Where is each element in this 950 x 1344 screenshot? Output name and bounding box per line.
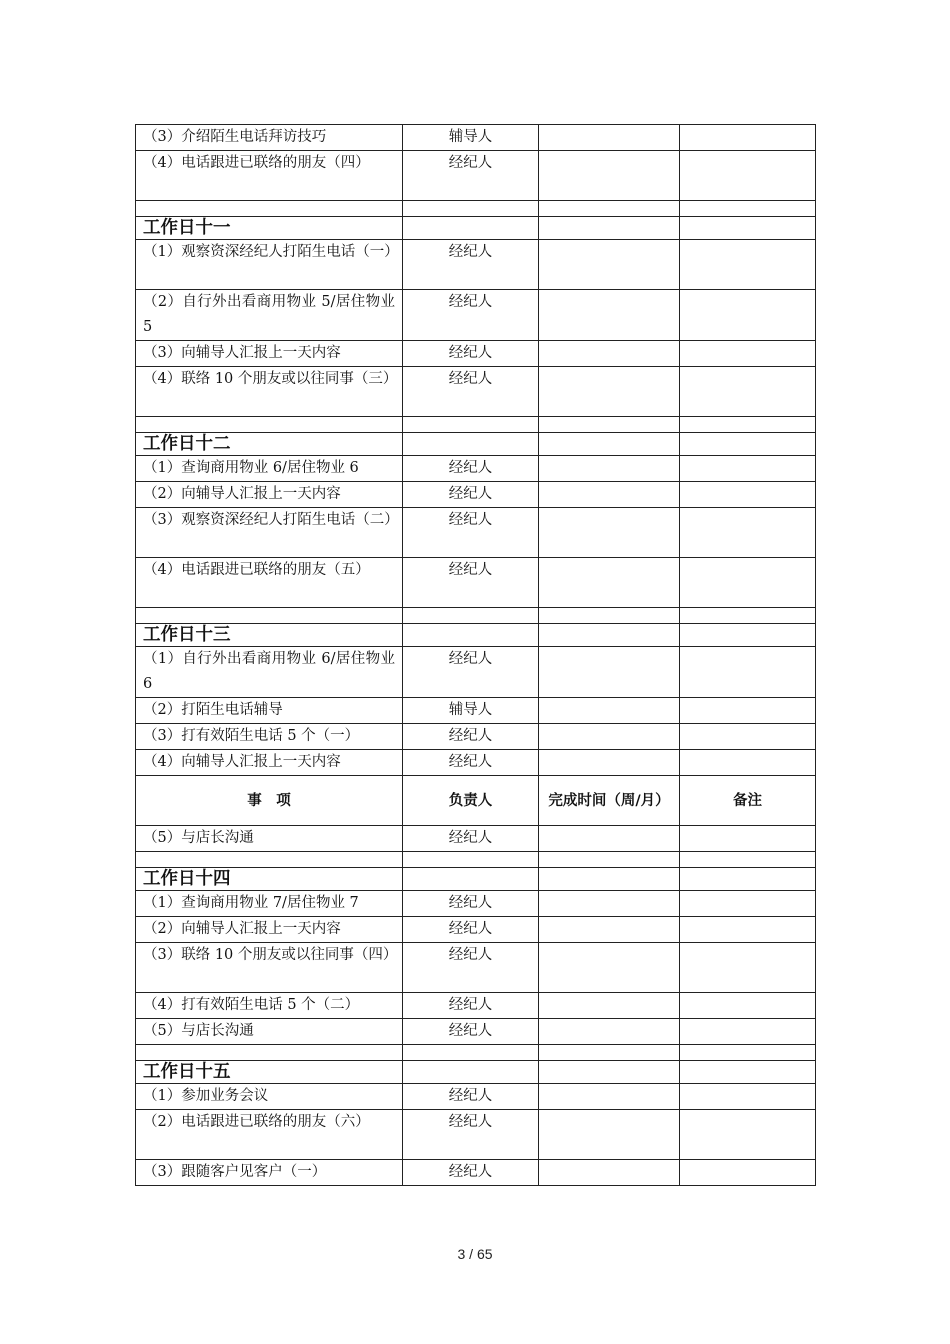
- task-row: [136, 125, 816, 151]
- completion-time-cell: [539, 290, 680, 341]
- task-item: （3）打有效陌生电话 5 个（一）: [136, 724, 403, 750]
- blank-cell: [136, 852, 403, 868]
- completion-time-cell: [539, 1084, 680, 1110]
- blank-row: [136, 1045, 816, 1061]
- task-owner: 经纪人: [403, 508, 539, 558]
- empty-cell: [539, 217, 680, 240]
- task-owner: 经纪人: [403, 1110, 539, 1160]
- section-title: 工作日十一: [136, 217, 403, 240]
- empty-cell: [680, 433, 816, 456]
- task-owner: 经纪人: [403, 482, 539, 508]
- empty-cell: [539, 1061, 680, 1084]
- remarks-cell: [680, 943, 816, 993]
- blank-row: [136, 417, 816, 433]
- header-row: [136, 776, 816, 826]
- task-row: [136, 724, 816, 750]
- blank-cell: [136, 417, 403, 433]
- remarks-cell: [680, 993, 816, 1019]
- task-row: [136, 647, 816, 698]
- remarks-cell: [680, 240, 816, 290]
- completion-time-cell: [539, 240, 680, 290]
- remarks-cell: [680, 290, 816, 341]
- task-owner: 经纪人: [403, 367, 539, 417]
- header-owner: 负责人: [403, 776, 539, 826]
- task-item: （1）参加业务会议: [136, 1084, 403, 1110]
- task-item: （2）电话跟进已联络的朋友（六）: [136, 1110, 403, 1160]
- task-owner: 经纪人: [403, 1084, 539, 1110]
- task-item: （3）联络 10 个朋友或以往同事（四）: [136, 943, 403, 993]
- task-owner: 经纪人: [403, 456, 539, 482]
- task-row: [136, 341, 816, 367]
- task-row: [136, 367, 816, 417]
- blank-cell: [403, 608, 539, 624]
- remarks-cell: [680, 1084, 816, 1110]
- completion-time-cell: [539, 456, 680, 482]
- task-owner: 辅导人: [403, 125, 539, 151]
- blank-cell: [403, 201, 539, 217]
- header-completion: 完成时间（周/月）: [539, 776, 680, 826]
- empty-cell: [403, 624, 539, 647]
- completion-time-cell: [539, 917, 680, 943]
- task-item: （3）观察资深经纪人打陌生电话（二）: [136, 508, 403, 558]
- task-item: （1）查询商用物业 6/居住物业 6: [136, 456, 403, 482]
- completion-time-cell: [539, 826, 680, 852]
- task-item: （2）向辅导人汇报上一天内容: [136, 482, 403, 508]
- empty-cell: [680, 624, 816, 647]
- section-row: [136, 217, 816, 240]
- task-item: （4）打有效陌生电话 5 个（二）: [136, 993, 403, 1019]
- page-number: 3 / 65: [457, 1246, 493, 1262]
- task-item: （2）自行外出看商用物业 5/居住物业 5: [136, 290, 403, 341]
- task-item: （3）跟随客户见客户（一）: [136, 1160, 403, 1186]
- blank-row: [136, 852, 816, 868]
- blank-cell: [136, 608, 403, 624]
- task-owner: 经纪人: [403, 943, 539, 993]
- task-item: （4）电话跟进已联络的朋友（五）: [136, 558, 403, 608]
- empty-cell: [539, 433, 680, 456]
- empty-cell: [539, 868, 680, 891]
- completion-time-cell: [539, 1110, 680, 1160]
- blank-cell: [680, 852, 816, 868]
- empty-cell: [539, 624, 680, 647]
- task-owner: 经纪人: [403, 240, 539, 290]
- remarks-cell: [680, 341, 816, 367]
- section-title: 工作日十四: [136, 868, 403, 891]
- remarks-cell: [680, 917, 816, 943]
- remarks-cell: [680, 750, 816, 776]
- task-owner: 经纪人: [403, 1160, 539, 1186]
- section-title: 工作日十三: [136, 624, 403, 647]
- schedule-table: [135, 124, 816, 1186]
- blank-cell: [403, 417, 539, 433]
- header-item: 事 项: [136, 776, 403, 826]
- task-item: （4）联络 10 个朋友或以往同事（三）: [136, 367, 403, 417]
- task-row: [136, 917, 816, 943]
- blank-cell: [680, 417, 816, 433]
- empty-cell: [403, 868, 539, 891]
- remarks-cell: [680, 826, 816, 852]
- task-owner: 经纪人: [403, 917, 539, 943]
- blank-cell: [680, 1045, 816, 1061]
- remarks-cell: [680, 1110, 816, 1160]
- completion-time-cell: [539, 698, 680, 724]
- task-owner: 经纪人: [403, 1019, 539, 1045]
- remarks-cell: [680, 508, 816, 558]
- task-row: [136, 1019, 816, 1045]
- task-owner: 经纪人: [403, 724, 539, 750]
- remarks-cell: [680, 125, 816, 151]
- task-row: [136, 508, 816, 558]
- task-owner: 辅导人: [403, 698, 539, 724]
- task-owner: 经纪人: [403, 341, 539, 367]
- completion-time-cell: [539, 1160, 680, 1186]
- task-owner: 经纪人: [403, 290, 539, 341]
- task-row: [136, 891, 816, 917]
- completion-time-cell: [539, 891, 680, 917]
- completion-time-cell: [539, 724, 680, 750]
- completion-time-cell: [539, 482, 680, 508]
- remarks-cell: [680, 1019, 816, 1045]
- task-owner: 经纪人: [403, 891, 539, 917]
- task-item: （5）与店长沟通: [136, 1019, 403, 1045]
- completion-time-cell: [539, 341, 680, 367]
- empty-cell: [680, 1061, 816, 1084]
- completion-time-cell: [539, 1019, 680, 1045]
- task-row: [136, 826, 816, 852]
- header-remarks: 备注: [680, 776, 816, 826]
- remarks-cell: [680, 724, 816, 750]
- task-item: （4）电话跟进已联络的朋友（四）: [136, 151, 403, 201]
- remarks-cell: [680, 482, 816, 508]
- remarks-cell: [680, 891, 816, 917]
- blank-cell: [136, 201, 403, 217]
- remarks-cell: [680, 1160, 816, 1186]
- blank-cell: [403, 852, 539, 868]
- task-item: （1）观察资深经纪人打陌生电话（一）: [136, 240, 403, 290]
- task-row: [136, 698, 816, 724]
- task-row: [136, 1160, 816, 1186]
- task-item: （3）向辅导人汇报上一天内容: [136, 341, 403, 367]
- task-item: （1）自行外出看商用物业 6/居住物业 6: [136, 647, 403, 698]
- empty-cell: [680, 217, 816, 240]
- task-owner: 经纪人: [403, 993, 539, 1019]
- empty-cell: [680, 868, 816, 891]
- task-row: [136, 993, 816, 1019]
- empty-cell: [403, 1061, 539, 1084]
- blank-row: [136, 201, 816, 217]
- schedule-table-container: [135, 124, 815, 1186]
- blank-cell: [539, 608, 680, 624]
- task-row: [136, 151, 816, 201]
- completion-time-cell: [539, 151, 680, 201]
- task-row: [136, 482, 816, 508]
- completion-time-cell: [539, 508, 680, 558]
- remarks-cell: [680, 456, 816, 482]
- task-row: [136, 290, 816, 341]
- task-item: （2）向辅导人汇报上一天内容: [136, 917, 403, 943]
- section-row: [136, 1061, 816, 1084]
- section-row: [136, 433, 816, 456]
- remarks-cell: [680, 151, 816, 201]
- task-row: [136, 1084, 816, 1110]
- blank-cell: [539, 201, 680, 217]
- task-row: [136, 943, 816, 993]
- blank-cell: [136, 1045, 403, 1061]
- task-item: （1）查询商用物业 7/居住物业 7: [136, 891, 403, 917]
- task-row: [136, 1110, 816, 1160]
- section-row: [136, 868, 816, 891]
- task-row: [136, 750, 816, 776]
- task-item: （5）与店长沟通: [136, 826, 403, 852]
- section-title: 工作日十五: [136, 1061, 403, 1084]
- blank-cell: [680, 201, 816, 217]
- empty-cell: [403, 217, 539, 240]
- blank-cell: [539, 852, 680, 868]
- section-title: 工作日十二: [136, 433, 403, 456]
- task-owner: 经纪人: [403, 750, 539, 776]
- task-item: （2）打陌生电话辅导: [136, 698, 403, 724]
- completion-time-cell: [539, 367, 680, 417]
- task-owner: 经纪人: [403, 558, 539, 608]
- task-item: （3）介绍陌生电话拜访技巧: [136, 125, 403, 151]
- remarks-cell: [680, 558, 816, 608]
- section-row: [136, 624, 816, 647]
- task-row: [136, 240, 816, 290]
- task-owner: 经纪人: [403, 647, 539, 698]
- empty-cell: [403, 433, 539, 456]
- task-owner: 经纪人: [403, 151, 539, 201]
- task-item: （4）向辅导人汇报上一天内容: [136, 750, 403, 776]
- completion-time-cell: [539, 558, 680, 608]
- completion-time-cell: [539, 750, 680, 776]
- blank-row: [136, 608, 816, 624]
- remarks-cell: [680, 698, 816, 724]
- remarks-cell: [680, 647, 816, 698]
- completion-time-cell: [539, 125, 680, 151]
- blank-cell: [680, 608, 816, 624]
- completion-time-cell: [539, 993, 680, 1019]
- task-owner: 经纪人: [403, 826, 539, 852]
- blank-cell: [539, 417, 680, 433]
- blank-cell: [403, 1045, 539, 1061]
- task-row: [136, 456, 816, 482]
- blank-cell: [539, 1045, 680, 1061]
- completion-time-cell: [539, 943, 680, 993]
- task-row: [136, 558, 816, 608]
- remarks-cell: [680, 367, 816, 417]
- completion-time-cell: [539, 647, 680, 698]
